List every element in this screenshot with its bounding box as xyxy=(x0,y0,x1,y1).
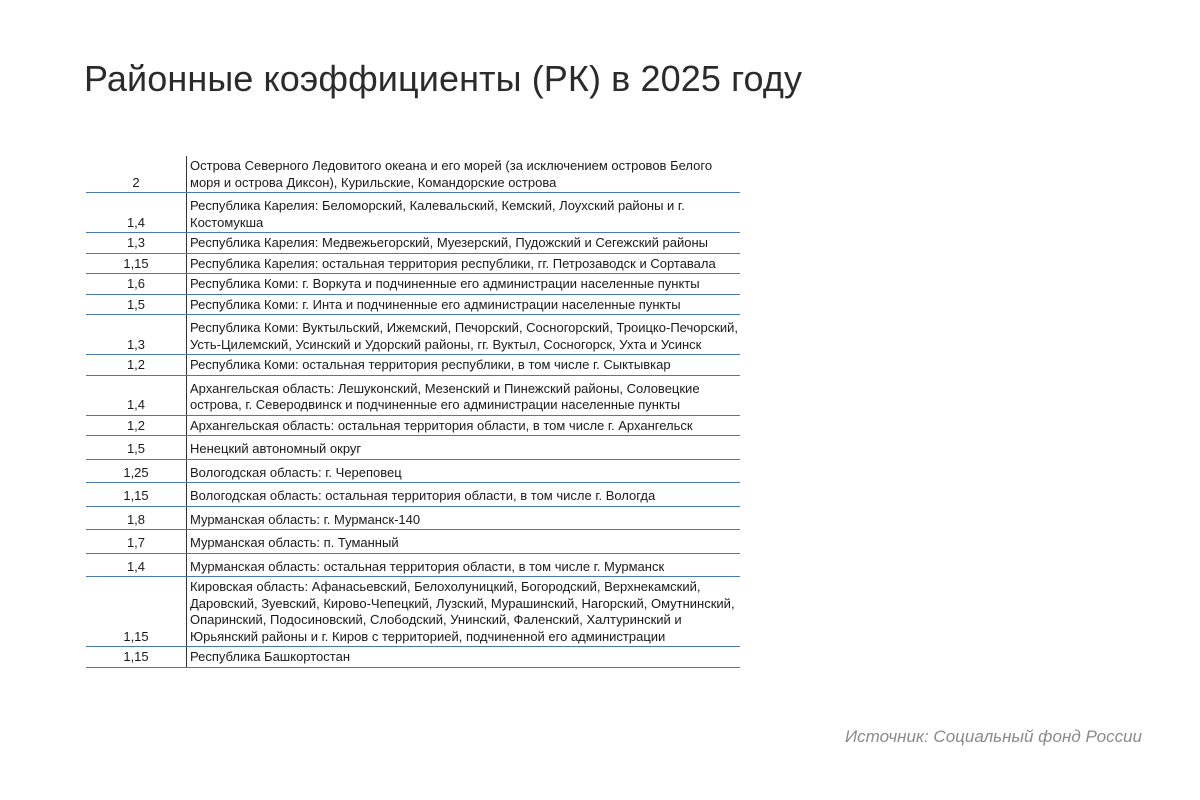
table-row xyxy=(86,156,740,193)
table-row xyxy=(86,483,740,507)
coefficient-value: 2 xyxy=(86,156,187,193)
coefficient-value: 1,15 xyxy=(86,577,187,647)
coefficient-value: 1,15 xyxy=(86,647,187,668)
coefficient-value: 1,5 xyxy=(86,436,187,460)
coefficient-value: 1,4 xyxy=(86,553,187,577)
table-row xyxy=(86,193,740,233)
region-name: Вологодская область: остальная территория области, в том числе г. Вологда xyxy=(187,483,741,507)
page-title: Районные коэффициенты (РК) в 2025 году xyxy=(84,58,803,99)
table-row xyxy=(86,530,740,554)
region-name: Вологодская область: г. Череповец xyxy=(187,459,741,483)
region-name: Архангельская область: Лешуконский, Мезенский и Пинежский районы, Соловецкие острова, г. Северодвинск и подчиненные его администрации населенные пункты xyxy=(187,375,741,415)
table-row xyxy=(86,436,740,460)
region-name: Республика Карелия: Беломорский, Калевальский, Кемский, Лоухский районы и г. Костомукша xyxy=(187,193,741,233)
table-row xyxy=(86,274,740,295)
table-row xyxy=(86,315,740,355)
coefficient-value: 1,4 xyxy=(86,193,187,233)
coefficient-value: 1,7 xyxy=(86,530,187,554)
region-name: Острова Северного Ледовитого океана и его морей (за исключением островов Белого моря и острова Диксон), Курильские, Командорские острова xyxy=(187,156,741,193)
region-name: Мурманская область: остальная территория области, в том числе г. Мурманск xyxy=(187,553,741,577)
coefficient-value: 1,6 xyxy=(86,274,187,295)
coefficient-value: 1,3 xyxy=(86,233,187,254)
region-name: Республика Коми: г. Инта и подчиненные его администрации населенные пункты xyxy=(187,294,741,315)
table-row xyxy=(86,415,740,436)
coefficient-value: 1,2 xyxy=(86,355,187,376)
region-name: Архангельская область: остальная территория области, в том числе г. Архангельск xyxy=(187,415,741,436)
table-row xyxy=(86,459,740,483)
table-row xyxy=(86,553,740,577)
region-name: Ненецкий автономный округ xyxy=(187,436,741,460)
region-name: Мурманская область: п. Туманный xyxy=(187,530,741,554)
source-note: Источник: Социальный фонд России xyxy=(845,727,1142,746)
region-name: Республика Коми: остальная территория республики, в том числе г. Сыктывкар xyxy=(187,355,741,376)
table-row xyxy=(86,506,740,530)
coefficient-value: 1,4 xyxy=(86,375,187,415)
coefficient-value: 1,8 xyxy=(86,506,187,530)
table-row xyxy=(86,355,740,376)
region-name: Республика Карелия: остальная территория республики, гг. Петрозаводск и Сортавала xyxy=(187,253,741,274)
coefficient-value: 1,15 xyxy=(86,253,187,274)
table-row xyxy=(86,375,740,415)
region-name: Мурманская область: г. Мурманск-140 xyxy=(187,506,741,530)
table-row xyxy=(86,233,740,254)
coefficient-value: 1,15 xyxy=(86,483,187,507)
table-row xyxy=(86,647,740,668)
region-name: Республика Башкортостан xyxy=(187,647,741,668)
coefficient-value: 1,2 xyxy=(86,415,187,436)
region-name: Республика Коми: г. Воркута и подчиненные его администрации населенные пункты xyxy=(187,274,741,295)
coefficients-table xyxy=(86,156,740,668)
coefficient-value: 1,5 xyxy=(86,294,187,315)
table-row xyxy=(86,294,740,315)
region-name: Республика Карелия: Медвежьегорский, Муезерский, Пудожский и Сегежский районы xyxy=(187,233,741,254)
region-name: Кировская область: Афанасьевский, Белохолуницкий, Богородский, Верхнекамский, Даровский, Зуевский, Кирово-Чепецкий, Лузский, Мурашинский, Нагорский, Омутнинский, Опаринский, Подосиновский, Слободский, Унинский, Фаленский, Халтуринский и Юрьянский районы и г. Киров с территорией, подчиненной его администрации xyxy=(187,577,741,647)
coefficient-value: 1,3 xyxy=(86,315,187,355)
table-row xyxy=(86,253,740,274)
table-row xyxy=(86,577,740,647)
region-name: Республика Коми: Вуктыльский, Ижемский, Печорский, Сосногорский, Троицко-Печорский, Усть-Цилемский, Усинский и Удорский районы, гг. Вуктыл, Сосногорск, Ухта и Усинск xyxy=(187,315,741,355)
coefficient-value: 1,25 xyxy=(86,459,187,483)
